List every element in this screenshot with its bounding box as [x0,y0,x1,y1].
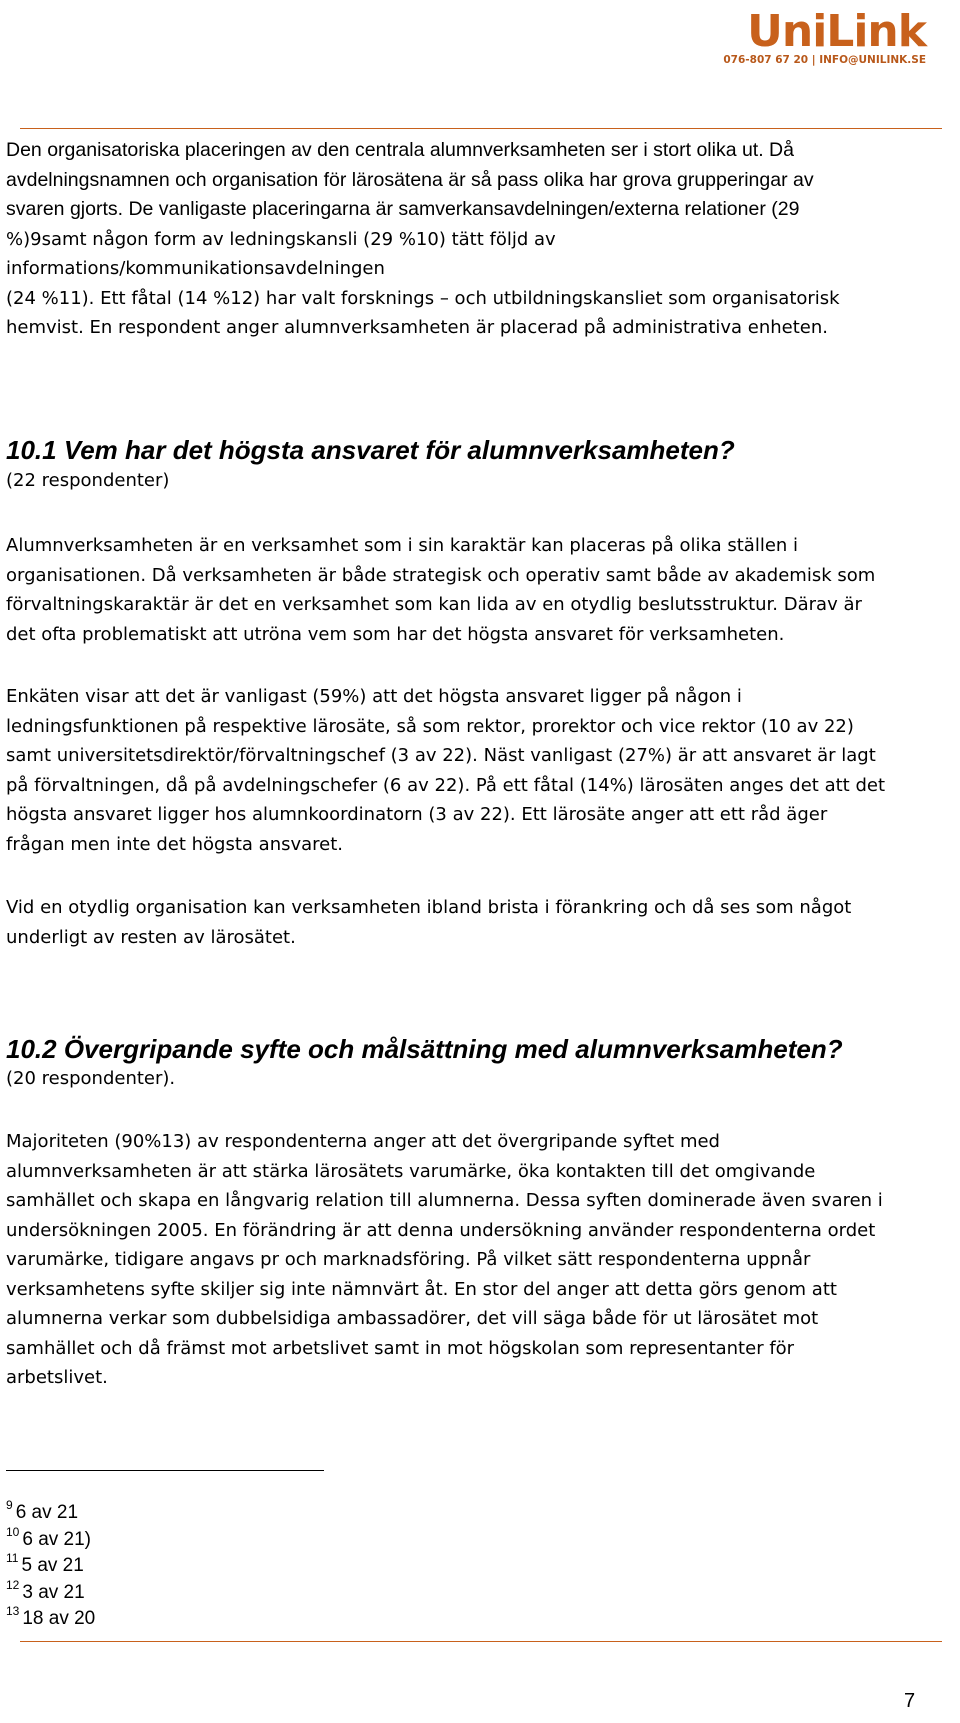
footnote-list [6,1498,96,1635]
paragraph-line: varumärke, tidigare angavs pr och marknadsföring. På vilket sätt respondenterna uppnår [6,1249,811,1270]
paragraph-10-1-c [6,893,950,952]
intro-line: %)9samt någon form av ledningskansli (29 %10) tätt följd av [6,228,556,250]
footnote-number: 12 [6,1577,20,1592]
intro-line: (24 %11). Ett fåtal (14 %12) har valt forsknings – och utbildningskansliet som organisatorisk [6,287,840,309]
section-heading-10-1: 10.1 Vem har det högsta ansvaret för alumnverksamheten? [6,435,735,465]
intro-line: informations/kommunikationsavdelningen [6,258,385,279]
footnote-item [6,1524,95,1556]
footnote-text: 3 av 21 [22,1581,85,1603]
paragraph-line: ledningsfunktionen på respektive lärosäte, så som rektor, prorektor och vice rektor (10 av 22) [6,715,854,737]
footnote-item [6,1551,95,1582]
paragraph-line: högsta ansvaret ligger hos alumnkoordinatorn (3 av 22). Ett lärosäte anger att ett råd äger [6,804,828,825]
paragraph-line: alumnerna verkar som dubbelsidiga ambassadörer, det vill säga både för ut lärosätet mot [6,1308,819,1329]
paragraph-line: verksamhetens syfte skiljer sig inte nämnvärt åt. En stor del anger att detta görs genom att [6,1278,837,1300]
footnote-text: 5 av 21 [21,1555,84,1576]
footer-rule [20,1641,942,1642]
respondent-count-10-2: (20 respondenter). [6,1068,176,1089]
logo-contact-line: 076-807 67 20 | INFO@UNILINK.SE [723,54,926,66]
paragraph-10-1-a [6,531,950,649]
paragraph-line: undersökningen 2005. En förändring är att denna undersökning använder respondenterna ordet [6,1219,876,1241]
paragraph-line: Alumnverksamheten är en verksamhet som i sin karaktär kan placeras på olika ställen i [6,535,799,556]
footnote-item [6,1604,96,1635]
paragraph-line: arbetslivet. [6,1367,108,1388]
paragraph-line: på förvaltningen, då på avdelningschefer (6 av 22). På ett fåtal (14%) lärosäten anges det att det [6,774,886,796]
paragraph-line: det ofta problematiskt att utröna vem som har det högsta ansvaret för verksamheten. [6,623,785,645]
paragraph-line: samhället och skapa en långvarig relation till alumnerna. Dessa syften dominerade även svaren i [6,1190,883,1211]
intro-paragraph [6,136,950,343]
footnote-text: 6 av 21) [22,1528,92,1550]
paragraph-line: organisationen. Då verksamheten är både strategisk och operativ samt både av akademisk som [6,564,876,586]
page-number: 7 [904,1690,916,1712]
intro-line: hemvist. En respondent anger alumnverksamheten är placerad på administrativa enheten. [6,317,829,338]
unilink-logo [723,6,944,68]
intro-line: svaren gjorts. De vanligaste placeringarna är samverkansavdelningen/externa relationer (29 [6,198,800,220]
paragraph-line: Vid en otydlig organisation kan verksamheten ibland brista i förankring och då ses som något [6,897,852,918]
intro-line: avdelningsnamnen och organisation för lärosätena är så pass olika har grova grupperingar av [6,168,814,191]
footnote-number: 10 [6,1524,20,1539]
footnote-text: 18 av 20 [22,1608,96,1629]
paragraph-line: Enkäten visar att det är vanligast (59%) att det högsta ansvaret ligger på någon i [6,686,742,707]
footnote-number: 11 [6,1551,19,1565]
footnote-text: 6 av 21 [15,1502,79,1523]
footnote-separator [6,1470,324,1471]
section-heading-10-2: 10.2 Övergripande syfte och målsättning med alumnverksamheten? [6,1034,843,1064]
footnote-item [6,1577,95,1609]
paragraph-line: samt universitetsdirektör/förvaltningschef (3 av 22). Näst vanligast (27%) är att ansvaret är lagt [6,745,876,766]
footnote-item [6,1498,95,1529]
paragraph-line: alumnverksamheten är att stärka lärosätets varumärke, öka kontakten till det omgivande [6,1160,816,1182]
paragraph-line: frågan men inte det högsta ansvaret. [6,833,344,855]
logo-wordmark: UniLink [747,6,926,57]
header-rule [20,128,942,129]
paragraph-line: samhället och då främst mot arbetslivet samt in mot högskolan som representanter för [6,1337,795,1359]
paragraph-10-1-b [6,682,950,859]
footnote-number: 13 [6,1604,20,1618]
footnote-number: 9 [6,1498,13,1512]
paragraph-line: underligt av resten av lärosätet. [6,926,296,948]
paragraph-line: förvaltningskaraktär är det en verksamhet som kan lida av en otydlig beslutsstruktur. Därav är [6,594,862,615]
intro-line: Den organisatoriska placeringen av den centrala alumnverksamheten ser i stort olika ut. Då [6,139,794,161]
paragraph-10-2 [6,1127,950,1393]
paragraph-line: Majoriteten (90%13) av respondenterna anger att det övergripande syftet med [6,1131,720,1152]
respondent-count-10-1: (22 respondenter) [6,470,170,491]
